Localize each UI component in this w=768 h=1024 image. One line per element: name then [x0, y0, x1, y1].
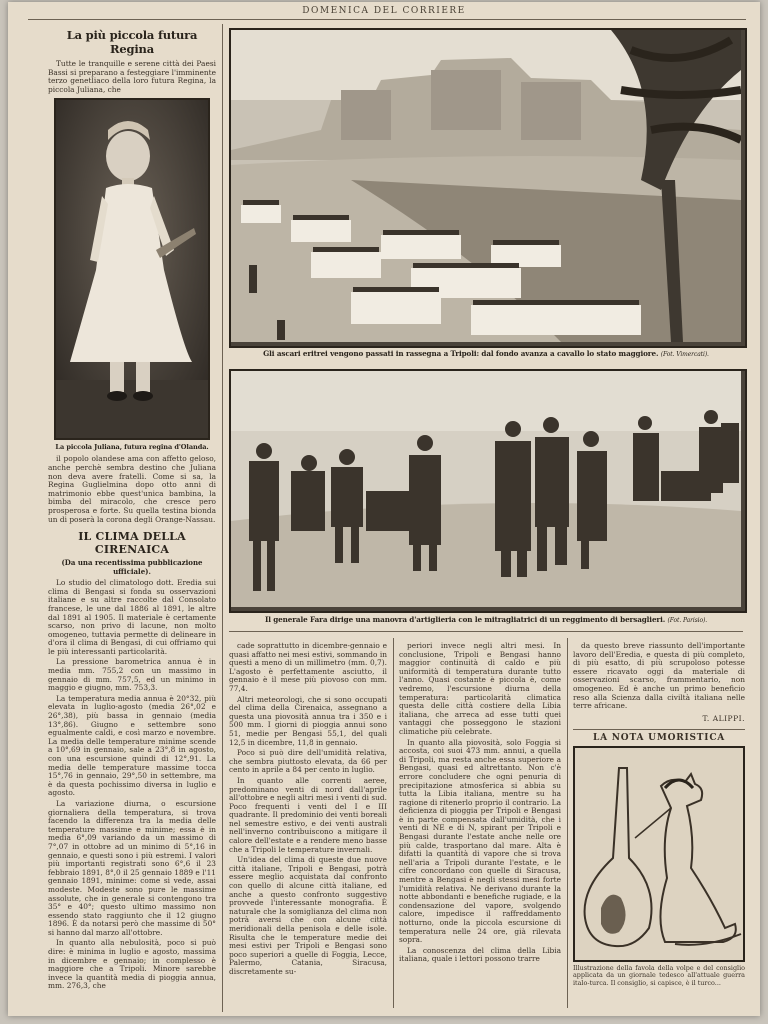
cartoon-caption: Illustrazione della favola della volpe e del consiglio applicata da un giornale tedesco all'attuale guerra italo-turca. Il consiglio, si capisce, è il turco...	[573, 963, 745, 987]
article-regina-body: il popolo olandese ama con affetto geloso, anche perchè sembra destino che Juliana non deva avere fratelli. Come si sa, la Regina Guglielmina dopo otto anni di matrimonio ebbe quest'unica bambina, la bimba del miracolo, che cresce pero prosperosa e forte. Su quella testina bionda un di poserà la corona degli Orange-Nassau.	[48, 454, 216, 524]
newspaper-page	[8, 2, 760, 1016]
photo-fara-caption: Il generale Fara dirige una manovra d'artiglieria con le mitragliatrici di un reggimento di bersaglieri. (Fot. Parisio).	[264, 615, 708, 624]
fox-bottle-illustration	[575, 748, 743, 956]
left-column	[48, 28, 216, 993]
author-signature: T. ALIPPI.	[702, 713, 745, 723]
column-divider	[393, 638, 394, 1008]
section-rule	[573, 729, 745, 730]
article-subtitle-clima: (Da una recentissima pubblicazione ufficiale).	[61, 558, 203, 577]
article-title-clima: IL CLIMA DELLA CIRENAICA	[78, 530, 186, 557]
article-clima-col2: cade soprattutto in dicembre-gennaio e quasi affatto nei mesi estivi, sommando in questi a meno di un millimetro (mm. 0,7). L'agosto è perfettamente asciutto, il gennaio è il mese più piovoso con mm. 77,4. Altri meteorologi, che si sono occupati del clima della Cirenaica, assegnano a questa una piovosità annua tra i 350 e i 500 mm. I giorni di pioggia annui sono 51, medie per Bengasi 55,1, del quali 12,5 in dicembre, 11,8 in gennaio. Poco si può dire dell'umidità relativa, che sembra piuttosto elevata, da 66 per cento in aprile a 84 per cento in luglio. In quanto alle correnti aeree, predominano venti di nord dall'aprile all'ottobre e negli altri mesi i venti di sud. Poco frequenti i venti del I e III quadrante. Il predominio dei venti boreali nel semestre estivo, e dei venti australi nell'inverno contribuiscono a mitigare il calore dell'estate e a rendere meno basse che a Tripoli le temperature invernali. Un'idea del clima di queste due nuove città italiane, Tripoli e Bengasi, potrà essere meglio acquistata dal confronto con quello di alcune città italiane, ed anche a questo confronto suggestivo provvede l'interessante monografia. È naturale che la somiglianza del clima non potrà aversi che con alcune città meridionali della penisola e delle isole. Risulta che le temperature medie dei mesi estivi per Tripoli e Bengasi sono poco superiori a quelle di Foggia, Lecce, Palermo, Catania, Siracusa, discretamente su-	[229, 641, 387, 976]
photo-juliana	[54, 98, 210, 440]
article-clima-body: Lo studio del climatologo dott. Eredia sui clima di Bengasi si fonda su osservazioni italiane e su altre raccolte dal Consolato francese, le une dal 1886 al 1891, le altre dal 1891 al 1905. Il materiale è certamente scarso, non privo di lacune, non molto omogeneo, tuttavia permette di delineare in d'ora il clima di Bengasi, di cui offriamo qui le più interessanti particolarità. La pressione barometrica annua è in media mm. 755,2 con un massimo in gennaio di mm. 757,5, ed un minimo in maggio e giugno, mm. 753,3. La temperatura media annua è 20°32, più elevata in luglio-agosto (media 26°,02 e 26°,38), più bassa in gennaio (media 13°,86). Giugno e settembre sono egualmente caldi, e così marzo e novembre. La media delle temperature minime scende a 10°,69 in gennaio, sale a 23°,8 in agosto, con una escursione quindi di 12°,91. La media delle temperature massime tocca 15°,76 in gennaio, 29°,50 in settembre, ma è da questa pochissimo diversa in luglio e agosto. La variazione diurna, o escursione giornaliera della temperatura, si trova facendo la differenza tra la media delle temperature massime e minime; essa è in media 6°,09 variando da un massimo di 7°,07 in ottobre ad un minimo di 5°,16 in gennaio, e questi sono i più estremi. I valori più importanti registrati sono 6°,6 il 23 febbraio 1891, 8°,0 il 25 gennaio 1889 e l'11 gennaio 1891, minime: come si vede, assai modeste. Modeste sono pure le massime assolute, che in generale si contengono tra 35° e 40°; questo ultimo massimo non essendo stato raggiunto che il 12 giugno 1896. È da notarsi però che massime di 50° si hanno dal marzo all'ottobre. In quanto alla nebulosità, poco si può dire: è minima in luglio e agosto, massima in dicembre e gennaio; in complesso è maggiore che a Tripoli. Minore sarebbe invece la quantità media di pioggia annua, mm. 276,3, che	[48, 578, 216, 991]
top-rule	[28, 19, 746, 20]
article-clima-col3: periori invece negli altri mesi. In conclusione, Tripoli e Bengasi hanno maggior continuità di caldo e più uniformità di temperatura durante tutto l'anno. Quasi costante è piccola è, come vedremo, l'escursione diurna della temperatura: particolarità climatica questa delle città costiere della Libia italiana, che arreca ad esse tutti quei vantaggi che posseggono le stazioni climatiche più celebrate. In quanto alla piovosità, solo Foggia si accosta, coi suoi 473 mm. annui, a quella di Tripoli, ma resta anche essa superiore a Bengasi, quasi ed altrettanto. Non c'è errore concludere che ogni penuria di precipitazione atmosferica si abbia su tutta la Libia italiana, mentre su ha ragione di ritenerlo proprio il contrario. La deficienza di pioggia per Tripoli e Bengasi è in parte compensata dall'umidità, che i venti di NE e di N, spirant per Tripoli e Bengasi durante l'estate anche nelle ore più calde, trasportano dal mare. Alta è difatti la quantità di vapore che si trova nell'aria a Tripoli durante l'estate, e le cifre concordano con quelle di Siracusa, mentre a Bengasi è negli stessi mesi forte l'umidità relativa. Ne derivano durante la notte abbondanti e benefiche rugiade, e la condensazione del vapore, svolgendo calore, impedisce il raffreddamento notturno, onde la piccola escursione di temperatura nelle 24 ore, già rilevata sopra. La conoscenza del clima della Libia italiana, quale i lettori possono trarre	[399, 641, 561, 964]
photo-fara-artiglieria	[229, 369, 747, 613]
article-clima-col4: da questo breve riassunto dell'importante lavoro dell'Eredia, e questa di più completo, di più esatto, di più scrupoloso potesse essere ricavato oggi da materiale di osservazioni scarso, frammentario, non omogeneo. Ed è anche un primo beneficio reso alla Scienza dalla civiltà italiana nelle terre africane. T. ALIPPI. LA NOTA UMORISTICA Illustrazione della favola della volpe e del consiglio applicata da un giornale tedesco all'attuale guerra italo-turca. Il consiglio, si capisce, è il turco...	[573, 641, 745, 987]
ascari-review-illustration	[231, 30, 741, 342]
photo-ascari-caption: Gli ascari eritrei vengono passati in rassegna a Tripoli: dal fondo avanza a cavallo lo stato maggiore. (Fot. Vimercati).	[263, 349, 709, 358]
article-title-regina: La più piccola futura Regina	[66, 28, 198, 56]
artillery-drill-illustration	[231, 371, 741, 607]
photo-juliana-caption: La piccola Juliana, futura regina d'Olanda.	[55, 443, 209, 452]
column-divider	[567, 638, 568, 1008]
masthead: DOMENICA DEL CORRIERE	[302, 6, 466, 16]
article-intro: Tutte le tranquille e serene città dei Paesi Bassi si preparano a festeggiare l'imminente terzo genetliaco della loro futura Regina, la piccola Juliana, che	[48, 59, 216, 94]
cartoon-fox-bottle	[573, 746, 745, 962]
nota-umoristica-title: LA NOTA UMORISTICA	[592, 733, 726, 744]
juliana-illustration	[56, 100, 208, 438]
section-rule	[229, 631, 743, 632]
column-divider	[222, 24, 223, 1012]
photo-ascari-tripoli	[229, 28, 747, 348]
